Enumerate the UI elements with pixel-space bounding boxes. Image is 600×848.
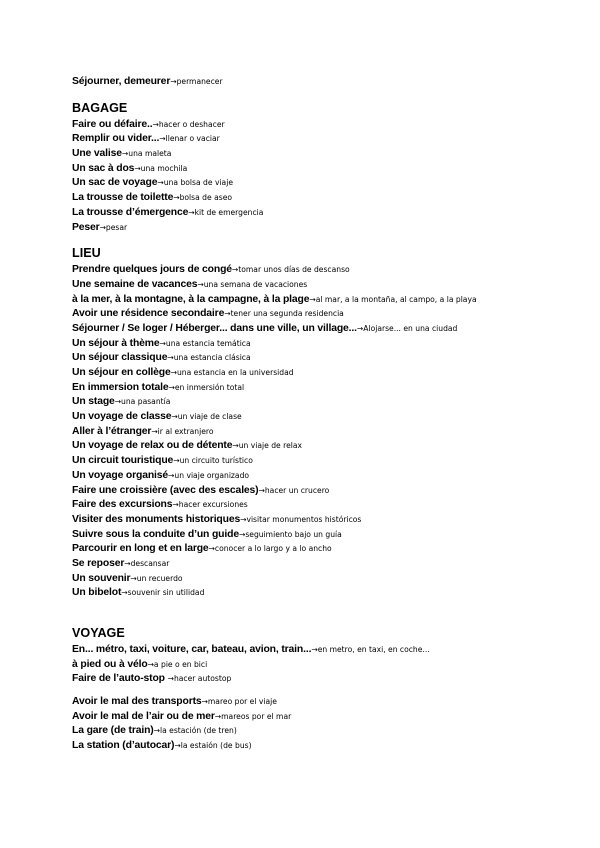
french-term: Faire ou défaire..: [72, 118, 153, 130]
spanish-translation: →descansar: [124, 558, 170, 568]
spanish-translation: →bolsa de aseo: [173, 193, 233, 203]
vocab-entry: [72, 116, 592, 131]
spanish-translation: →hacer un crucero: [258, 485, 330, 495]
vocab-entry: [72, 708, 592, 723]
french-term: Visiter des monuments historiques: [72, 513, 241, 525]
vocab-entry: [72, 160, 592, 175]
vocab-entry: [72, 291, 592, 306]
vocab-entry: [72, 189, 592, 204]
french-term: Avoir une résidence secondaire: [72, 308, 225, 320]
french-term: Un voyage de classe: [72, 411, 172, 423]
spanish-translation: →a pie o en bici: [147, 659, 208, 669]
spanish-translation: →un viaje organizado: [168, 470, 250, 480]
section-bagage: [72, 116, 592, 234]
french-term: En immersion totale: [72, 381, 169, 393]
vocab-entry: [72, 584, 592, 599]
french-term: Un stage: [72, 396, 115, 408]
spanish-translation: →en metro, en taxi, en coche...: [311, 645, 430, 654]
french-term: Peser: [72, 221, 100, 233]
french-term: Un bibelot: [72, 587, 122, 599]
french-term: Un séjour en collège: [72, 367, 171, 378]
french-term: Parcourir en long et en large: [72, 543, 209, 555]
section-voyage: [72, 641, 592, 752]
spanish-translation: →hacer autostop: [167, 674, 232, 684]
intro-line: [72, 73, 592, 88]
spanish-translation: →ir al extranjero: [151, 426, 214, 436]
french-term: Une valise: [72, 148, 122, 160]
spanish-translation: →souvenir sin utilidad: [121, 588, 205, 598]
french-term: Faire des excursions: [72, 499, 173, 511]
french-term: Avoir le mal des transports: [72, 696, 202, 708]
vocab-entry: [72, 379, 592, 394]
spanish-translation: →una estancia temática: [159, 338, 251, 348]
section-heading-bagage: BAGAGE: [72, 100, 128, 115]
spanish-translation: →un viaje de relax: [232, 441, 303, 451]
spanish-translation: →en inmersión total: [168, 382, 245, 392]
spanish-translation: →una semana de vacaciones: [197, 279, 308, 289]
spacer: [72, 685, 592, 693]
french-term: Un souvenir: [72, 572, 131, 584]
spanish-translation: →conocer a lo largo y a lo ancho: [208, 544, 332, 554]
vocab-entry: [72, 737, 592, 752]
french-term: Un sac à dos: [72, 162, 135, 174]
section-heading-voyage: VOYAGE: [72, 626, 125, 640]
vocab-entry: [72, 670, 592, 685]
french-term: Séjourner / Se loger / Héberger... dans une ville, un village...: [72, 322, 357, 334]
french-term: Un circuit touristique: [72, 455, 174, 467]
spanish-translation: →al mar, a la montaña, al campo, a la playa: [309, 294, 477, 304]
vocab-entry: [72, 437, 592, 452]
spacer: [72, 599, 592, 625]
spanish-translation: →un viaje de clase: [171, 412, 242, 422]
spanish-translation: →pesar: [99, 222, 128, 232]
french-term: La trousse de toilette: [72, 192, 174, 204]
spanish-translation: →una estancia clásica: [167, 353, 251, 363]
spanish-translation: →una pasantía: [114, 397, 171, 407]
vocab-entry: [72, 722, 592, 737]
section-heading-lieu: LIEU: [72, 246, 101, 261]
french-term: à la mer, à la montagne, à la campagne, à la plage: [72, 293, 310, 305]
spanish-translation: →una mochila: [134, 163, 188, 173]
vocab-entry: [72, 570, 592, 585]
spanish-translation: →hacer o deshacer: [152, 119, 225, 129]
french-term: La gare (de train): [72, 725, 154, 737]
vocab-entry: [72, 656, 592, 671]
vocab-entry: [72, 335, 592, 350]
french-term: Séjourner, demeurer: [72, 76, 171, 87]
spanish-translation: →permanecer: [170, 77, 223, 86]
spanish-translation: →tener una segunda residencia: [224, 309, 344, 319]
french-term: à pied ou à vélo: [72, 658, 148, 670]
vocab-entry: [72, 364, 592, 379]
vocab-entry: [72, 305, 592, 320]
french-term: Faire une croissière (avec des escales): [72, 484, 259, 496]
vocab-entry: [72, 496, 592, 511]
vocab-entry: [72, 408, 592, 423]
french-term: Remplir ou vider...: [72, 133, 160, 145]
french-term: Faire de l’auto-stop: [72, 673, 168, 685]
vocab-entry: [72, 540, 592, 555]
vocab-entry: [72, 555, 592, 570]
spanish-translation: →llenar o vaciar: [159, 134, 220, 144]
french-term: En... métro, taxi, voiture, car, bateau, avion, train...: [72, 644, 312, 655]
vocab-entry: [72, 452, 592, 467]
vocab-entry: [72, 130, 592, 145]
french-term: Aller à l’étranger: [72, 425, 152, 437]
spanish-translation: →kit de emergencia: [188, 207, 264, 217]
spanish-translation: →una estancia en la universidad: [170, 368, 294, 377]
vocab-entry: [72, 174, 592, 189]
vocab-entry: [72, 467, 592, 482]
spanish-translation: →seguimiento bajo un guía: [238, 529, 342, 539]
french-term: Un sac de voyage: [72, 177, 158, 189]
vocab-entry: [72, 393, 592, 408]
vocab-entry: [72, 423, 592, 438]
spanish-translation: →la estaión (de bus): [174, 741, 252, 751]
vocab-entry: [72, 482, 592, 497]
french-term: Un voyage organisé: [72, 469, 169, 481]
spanish-translation: →mareos por el mar: [214, 711, 292, 721]
spanish-translation: →un circuito turístico: [173, 456, 253, 466]
french-term: Suivre sous la conduite d’un guide: [72, 528, 239, 540]
vocab-entry: [72, 641, 592, 656]
vocab-entry: [72, 145, 592, 160]
french-term: La station (d’autocar): [72, 740, 175, 752]
vocab-entry: [72, 204, 592, 219]
vocab-entry: [72, 349, 592, 364]
spanish-translation: →tomar unos días de descanso: [231, 265, 350, 275]
spanish-translation: →la estación (de tren): [153, 726, 237, 736]
spanish-translation: →Alojarse... en una ciudad: [356, 323, 458, 333]
spanish-translation: →mareo por el viaje: [201, 697, 277, 707]
french-term: Une semaine de vacances: [72, 278, 198, 290]
vocab-entry: [72, 320, 592, 335]
french-term: Un voyage de relax ou de détente: [72, 440, 233, 452]
vocabulary-list: [72, 73, 592, 752]
vocab-entry: [72, 219, 592, 234]
vocab-entry: [72, 526, 592, 541]
french-term: Avoir le mal de l’air ou de mer: [72, 710, 215, 722]
vocab-entry: [72, 261, 592, 276]
spanish-translation: →hacer excursiones: [172, 500, 248, 510]
french-term: Se reposer: [72, 557, 125, 569]
french-term: Prendre quelques jours de congé: [72, 264, 232, 276]
spanish-translation: →una maleta: [121, 149, 172, 159]
vocab-entry: [72, 693, 592, 708]
vocab-entry: [72, 276, 592, 291]
spanish-translation: →visitar monumentos históricos: [240, 514, 362, 524]
french-term: La trousse d’émergence: [72, 206, 189, 218]
section-lieu: [72, 261, 592, 599]
spanish-translation: →un recuerdo: [130, 573, 183, 583]
french-term: Un séjour classique: [72, 352, 168, 364]
vocab-entry: [72, 511, 592, 526]
french-term: Un séjour à thème: [72, 337, 160, 349]
spanish-translation: →una bolsa de viaje: [157, 178, 233, 188]
